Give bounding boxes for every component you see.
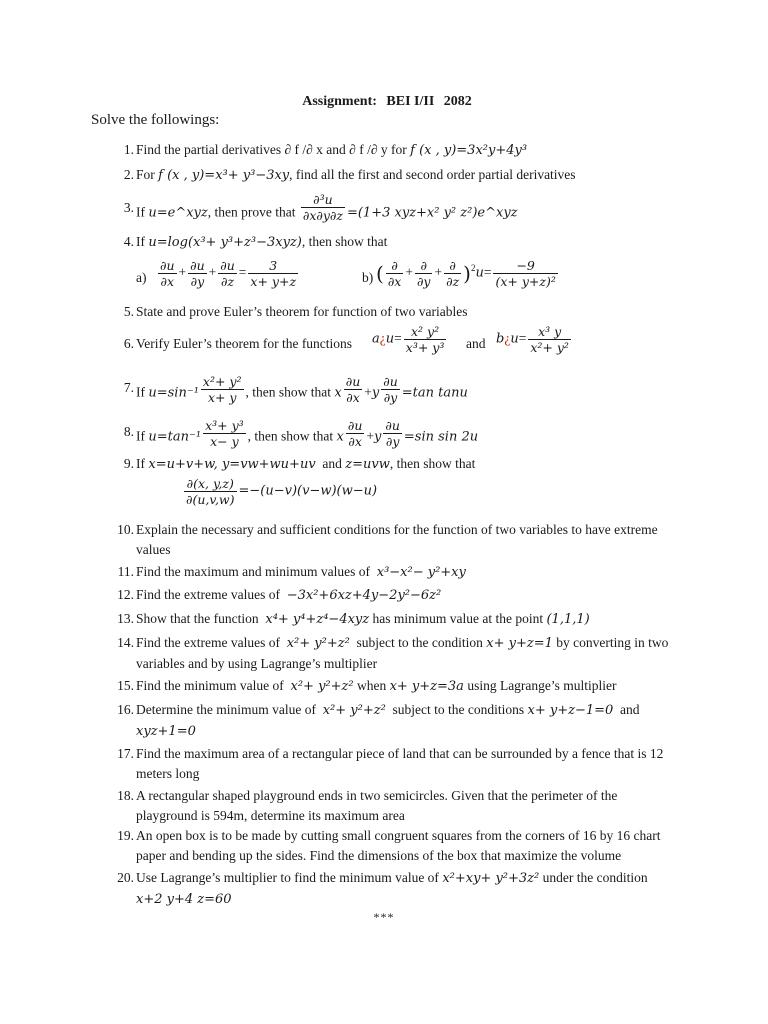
equation-4a-4b: a) $\frac{\partial u}{\partial x}$ + $\frac{\partial u}{\partial y}$ + $\frac{\partial u}{\partial z}$ = $\frac{3}{x+ y+z}$ b) ( $\frac{\partial}{\partial x}$ + $\frac{\partial}{\partial y}$ + $\frac{\partial}{\partial z}$ )$^2$u= $\frac{-9}{\text{(x+ y+z)²}}$ <box>136 258 556 289</box>
assignment-page: Assignment: BEI I/II 2082 Solve the followings: 1. Find the partial derivatives ∂ f /∂ x and ∂ f /∂ y for f (x , y)=3x²y+4y³ 2. For f (x , y)=x³+ y³−3xy, find all the first and second order partial derivatives 3. If u=e^xyz, then prove that $\frac{\text{∂³u}}{\partial x\partial y\partial z}$ =(1+3 xyz+x² y² z²)e^xyz 4. If u=log(x³+ y³+z³−3xyz), then show that a) $\frac{\partial u}{\partial x}$ + $\frac{\partial u}{\partial y}$ + $\frac{\partial u}{\partial z}$ = $\frac{3}{x+ y+z}$ b) ( $\frac{\partial}{\partial x}$ + $\frac{\partial}{\partial y}$ + $\frac{\partial}{\partial z}$ )$^2$u= $\frac{-9}{\text{(x+ y+z)²}}$ 5. State and prove Euler’s theorem for function of two variables 6. Verify Euler’s theorem for the functions a¿u= $\frac{\text{x² y²}}{\text{x³+ y³}}$ and b¿u= $\frac{\text{x³ y}}{\text{x²+ y²}}$ 7. If u=sin⁻¹ $\frac{\text{x²+ y²}}{x+ y}$ , then show that x $\frac{\partial u}{\partial x}$ +y $\frac{\partial u}{\partial y}$ =tan tanu 8. If u=tan⁻¹ $\frac{\text{x³+ y³}}{x- y}$ , then show that x $\frac{\partial u}{\partial x}$ +y $\frac{\partial u}{\partial y}$ =sin sin 2u 9. If x=u+v+w, y=vw+wu+uv and z=uvw, then show that $\frac{\partial(x, y,z)}{\partial(u,v,w)}$ =−(u−v)(v−w)(w−u) 10. Explain the necessary and sufficient conditions for the function of two variables to have extreme values 11. Find the maximum and minimum values of x³−x²− y²+xy 12. Find the extreme values of −3x²+6xz+4y−2y²−6z² 13. Show that the function x⁴+ y⁴+z⁴−4xyz has minimum value at the point (1,1,1) 14. Find the extreme values of x²+ y²+z² subject to the condition x+ y+z=1 by converting in two variables and by using Lagrange’s multiplier 15. Find the minimum value of x²+ y²+z² when x+ y+z=3a using Lagrange’s multiplier 16. Determine the minimum value of x²+ y²+z² subject to the conditions x+ y+z−1=0 and xyz+1=0 17. Find the maximum area of a rectangular piece of land that can be surrounded by a fence that is 12 meters long 18. A rectangular shaped playground ends in two semicircles. Given that the perimeter of the playground is 594m, determine its maximum area 19. An open box is to be made by cutting small congruent squares from the corners of 16 by 16 chart paper and bending up the sides. Find the dimensions of the box that maximize the volume 20. Use Lagrange’s multiplier to find the minimum value of x²+xy+ y²+3z² under the condition x+2 y+4 z=60 *** <box>0 0 768 1024</box>
instruction-text: Solve the followings: <box>91 112 220 128</box>
end-mark: *** <box>373 910 395 924</box>
equation-9: $\frac{\partial(x, y,z)}{\partial(u,v,w)}$ =−(u−v)(v−w)(w−u) <box>186 476 378 507</box>
page-title: Assignment: BEI I/II 2082 <box>302 94 472 109</box>
